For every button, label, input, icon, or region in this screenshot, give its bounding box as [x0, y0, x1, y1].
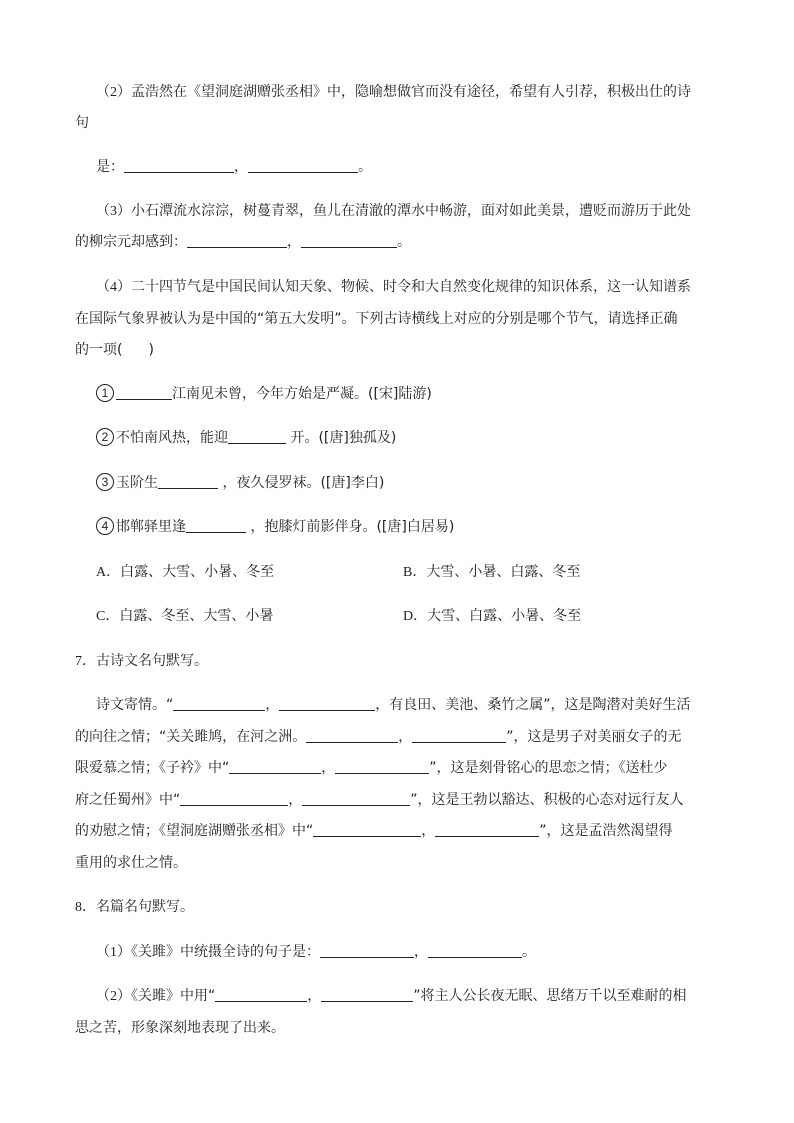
q6-4-line-2: 在国际气象界被认为是中国的“第五大发明”。下列古诗横线上对应的分别是哪个节气，请选择正确: [75, 311, 678, 327]
q6-4-item-3-blank[interactable]: [158, 474, 218, 489]
period: 。: [358, 159, 372, 175]
option-c-text: 白露、冬至、大雪、小暑: [119, 608, 274, 624]
q7-text-5a: 的劝慰之情；《望洞庭湖赠张丞相》中“: [75, 823, 314, 839]
option-b[interactable]: [403, 562, 580, 582]
q8-1-text: 《关雎》中统摄全诗的句子是：: [131, 944, 320, 960]
q7-blank-6[interactable]: [335, 759, 429, 774]
circled-number-3: 3: [96, 473, 114, 491]
period: 。: [522, 944, 536, 960]
q6-3-line-2: [75, 232, 411, 252]
q6-2-blank-2[interactable]: [248, 158, 358, 173]
q7-line-3: [75, 758, 668, 778]
q6-2-line-3: [96, 157, 372, 177]
option-d-label: D．: [403, 609, 428, 624]
option-c-label: C．: [96, 609, 120, 624]
q7-blank-1[interactable]: [173, 696, 265, 711]
option-a[interactable]: [96, 562, 274, 582]
q6-3-number: （3）: [96, 204, 131, 219]
option-d-text: 大雪、白露、小暑、冬至: [427, 608, 582, 624]
q6-4-item-4-text-b: ，抱膝灯前影伴身。([唐]白居易): [246, 519, 455, 535]
q7-text-3a: 限爱慕之情；《子衿》中“: [75, 760, 230, 776]
q6-3-line-1: [96, 201, 691, 221]
option-b-label: B．: [403, 565, 427, 580]
separator: ，: [288, 792, 303, 808]
q6-4-text-1: 二十四节气是中国民间认知天象、物候、时令和大自然变化规律的知识体系，这一认知谱系: [131, 279, 691, 295]
q7-text-3b: ”，这是刻骨铭心的思恋之情；《送杜少: [429, 760, 668, 776]
q8-title: 名篇名句默写。: [96, 899, 194, 915]
option-a-label: A．: [96, 565, 121, 580]
separator: ，: [414, 944, 428, 960]
q8-number: 8．: [75, 900, 96, 915]
q8-2-number: （2）: [96, 989, 131, 1004]
option-b-text: 大雪、小暑、白露、冬至: [426, 564, 581, 580]
q6-4-number: （4）: [96, 280, 131, 295]
q6-3-text-2: 的柳宗元却感到：: [75, 234, 187, 250]
q8-1-blank-1[interactable]: [320, 943, 414, 958]
q8-1-blank-2[interactable]: [428, 943, 522, 958]
q7-text-2b: ”，这是男子对美丽女子的无: [506, 729, 682, 745]
q6-2-line-2: 句: [75, 115, 89, 131]
q6-2-blank-1[interactable]: [124, 158, 234, 173]
option-d[interactable]: [403, 606, 581, 626]
circled-number-1: 1: [96, 384, 114, 402]
q7-blank-5[interactable]: [229, 759, 321, 774]
q7-blank-4[interactable]: [412, 728, 506, 743]
circled-number-4: 4: [96, 517, 114, 535]
q6-4-close-paren: ): [148, 342, 154, 358]
q7-heading: [75, 651, 208, 671]
q6-4-item-2-text-a: 不怕南风热，能迎: [116, 430, 228, 446]
q6-2-number: （2）: [96, 85, 131, 100]
q8-2-line-1: [96, 986, 687, 1006]
q7-blank-2[interactable]: [279, 696, 375, 711]
q6-2-text-1: 孟浩然在《望洞庭湖赠张丞相》中，隐喻想做官而没有途径，希望有人引荐，积极出仕的诗: [131, 84, 691, 100]
separator: ，: [398, 729, 413, 745]
q6-4-item-1: [96, 384, 432, 404]
q7-text-1a: 诗文寄情。“: [96, 697, 174, 713]
q6-4-text-3: 的一项(: [75, 342, 123, 358]
q6-4-item-4-text-a: 邯郸驿里逢: [116, 519, 186, 535]
q7-line-4: [75, 790, 684, 810]
separator: ，: [421, 823, 436, 839]
separator: ，: [307, 988, 322, 1004]
q7-line-5: [75, 821, 673, 841]
q7-blank-8[interactable]: [302, 791, 410, 806]
q7-text-4a: 府之任蜀州》中“: [75, 792, 181, 808]
q8-2-blank-1[interactable]: [215, 987, 307, 1002]
separator: ，: [321, 760, 336, 776]
q7-text-5b: ”，这是孟浩然渴望得: [539, 823, 673, 839]
q6-3-blank-2[interactable]: [301, 233, 397, 248]
q7-line-6: 重用的求仕之情。: [75, 855, 187, 871]
q6-4-item-1-text: 江南见未曾，今年方始是严凝。([宋]陆游): [172, 386, 432, 402]
q7-blank-7[interactable]: [180, 791, 288, 806]
q6-4-item-4: [96, 517, 454, 537]
q6-4-item-2: [96, 428, 396, 448]
q6-4-item-1-blank[interactable]: [116, 385, 172, 400]
q6-4-item-2-text-b: 开。([唐]独孤及): [286, 430, 397, 446]
q8-2-text-a: 《关雎》中用“: [131, 988, 216, 1004]
q8-2-blank-2[interactable]: [321, 987, 413, 1002]
q6-4-line-1: [96, 277, 691, 297]
q8-2-text-b: ”将主人公长夜无眠、思绪万千以至难耐的相: [413, 988, 687, 1004]
q6-4-item-3: [96, 473, 384, 493]
q7-line-2: [75, 727, 682, 747]
q8-2-line-2: 思之苦，形象深刻地表现了出来。: [75, 1020, 285, 1036]
separator: ，: [265, 697, 280, 713]
q7-blank-10[interactable]: [435, 822, 539, 837]
q8-heading: [75, 897, 194, 917]
circled-number-2: 2: [96, 428, 114, 446]
separator: ，: [287, 234, 301, 250]
q6-2-line-1: [96, 82, 691, 102]
q6-3-text-1: 小石潭流水淙淙，树蔓青翠，鱼儿在清澈的潭水中畅游，面对如此美景，遭贬而游历于此处: [131, 203, 691, 219]
q7-text-1b: ，有良田、美池、桑竹之属”，这是陶潜对美好生活: [375, 697, 691, 713]
q7-line-1: [96, 695, 691, 715]
q7-blank-3[interactable]: [306, 728, 398, 743]
q8-1-number: （1）: [96, 945, 131, 960]
separator: ，: [234, 159, 248, 175]
q6-4-item-4-blank[interactable]: [186, 518, 246, 533]
q7-text-4b: ”，这是王勃以豁达、积极的心态对远行友人: [410, 792, 684, 808]
q6-2-answer-prefix: 是：: [96, 159, 124, 175]
period: 。: [397, 234, 411, 250]
q6-4-line-3: [75, 340, 154, 360]
q7-number: 7．: [75, 654, 96, 669]
q7-blank-9[interactable]: [313, 822, 421, 837]
q6-4-item-2-blank[interactable]: [228, 429, 286, 444]
option-a-text: 白露、大雪、小暑、冬至: [120, 564, 275, 580]
q6-4-item-3-text-a: 玉阶生: [116, 475, 158, 491]
option-c[interactable]: [96, 606, 273, 626]
q6-3-blank-1[interactable]: [187, 233, 287, 248]
q6-4-item-3-text-b: ，夜久侵罗袜。([唐]李白): [218, 475, 385, 491]
q7-text-2a: 的向往之情；“关关雎鸠，在河之洲。: [75, 729, 307, 745]
q8-1-line: [96, 942, 536, 962]
q7-title: 古诗文名句默写。: [96, 653, 208, 669]
